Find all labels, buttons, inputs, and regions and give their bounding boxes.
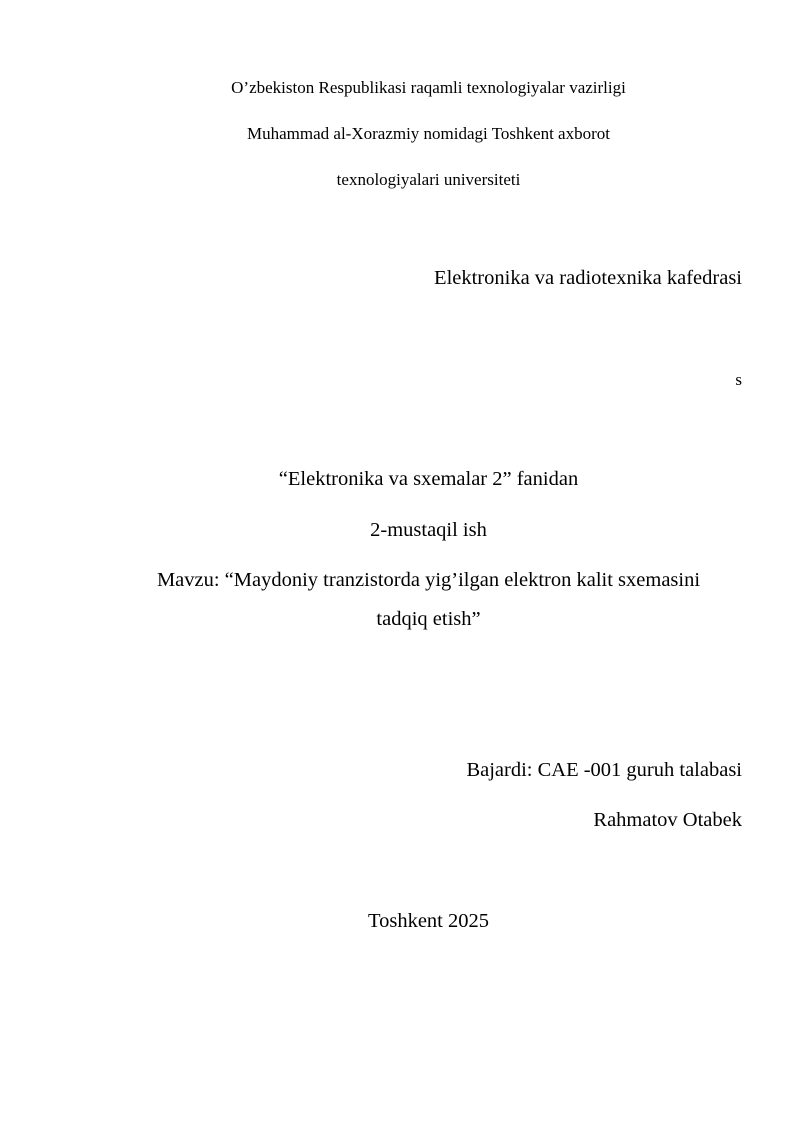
subject-title: “Elektronika va sxemalar 2” fanidan	[278, 468, 579, 490]
university-name-line1: Muhammad al-Xorazmiy nomidagi Toshkent axborot	[247, 124, 610, 143]
topic-line1: Mavzu: “Maydoniy tranzistorda yig’ilgan elektron kalit sxemasini	[156, 569, 701, 591]
performer-label: Bajardi: CAE -001 guruh talabasi	[466, 759, 742, 781]
performer-name: Rahmatov Otabek	[593, 809, 742, 831]
ministry-name: O’zbekiston Respublikasi raqamli texnologiyalar vazirligi	[231, 78, 626, 97]
department-name: Elektronika va radiotexnika kafedrasi	[434, 267, 742, 289]
university-name-line2: texnologiyalari universiteti	[336, 170, 521, 189]
stray-character: s	[735, 370, 742, 389]
work-title: 2-mustaqil ish	[370, 519, 487, 541]
city-year: Toshkent 2025	[368, 910, 489, 932]
topic-line2: tadqiq etish”	[376, 608, 481, 630]
